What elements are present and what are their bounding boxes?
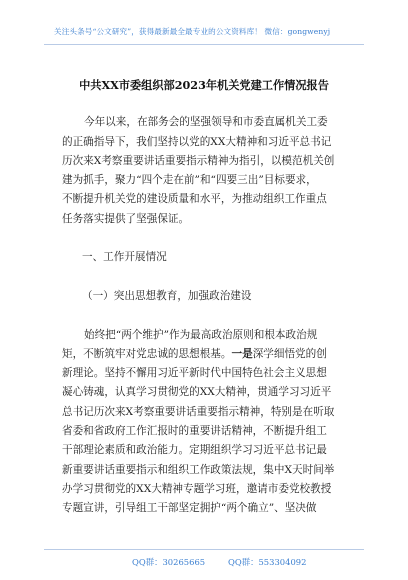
paragraph-line: 新重要讲话重要指示和组织工作政策法规，集中X天时间举 [62,463,335,476]
document-title: 中共XX市委组织部2023年机关党建工作情况报告 [79,78,329,92]
paragraph-line: 办学习贯彻党的XX大精神专题学习班，邀请市委党校教授 [62,482,332,495]
section-heading: 一、工作开展情况 [82,251,167,264]
paragraph-line: 始终把“两个维护”作为最高政治原则和根本政治规 [84,328,318,341]
subsection-heading: （一）突出思想教育，加强政治建设 [82,289,252,302]
header-notice: 关注头条号“公文研究”，获得最新最全最专业的公文资料库！ 微信：gongwenyj [54,27,331,36]
paragraph-line: 凝心铸魂，认真学习贯彻党的XX大精神，贯通学习习近平 [62,386,332,399]
paragraph-line: 总书记历次来X考察重要讲话重要指示精神，特别是在听取 [62,405,335,418]
paragraph-line: 干部理论素质和政治能力。定期组织学习习近平总书记最 [62,444,327,457]
document-body [62,94,348,519]
paragraph-line: 任务落实提供了坚强保证。 [62,212,190,225]
paragraph-line: 不断提升机关党的建设质量和水平，为推动组织工作重点 [62,193,327,206]
paragraph-line: 专题宣讲，引导组工干部坚定拥护“两个确立”、坚决做 [62,502,317,515]
footer-divider [44,549,364,550]
paragraph-line: 的正确指导下，我们坚持以党的XX大精神和习近平总书记 [62,135,332,148]
emphasis-first: 一是 [231,347,253,360]
qq-group-2: QQ群：553304092 [228,557,307,567]
paragraph-line: 矩，不断筑牢对党忠诚的思想根基。一是深学细悟党的创 [62,347,327,360]
paragraph-line: 省委和省政府工作汇报时的重要讲话精神，不断提升组工 [62,425,327,438]
qq-group-1: QQ群：30265665 [132,557,206,567]
paragraph-line: 今年以来，在部务会的坚强领导和市委直属机关工委 [84,116,328,129]
paragraph-line: 新理论。坚持不懈用习近平新时代中国特色社会主义思想 [62,367,327,380]
header-divider [44,44,364,45]
paragraph-line: 建为抓手，聚力“四个走在前”和“四要三出”目标要求， [62,174,317,187]
paragraph-line: 历次来X考察重要讲话重要指示精神为指引，以模范机关创 [62,154,335,167]
